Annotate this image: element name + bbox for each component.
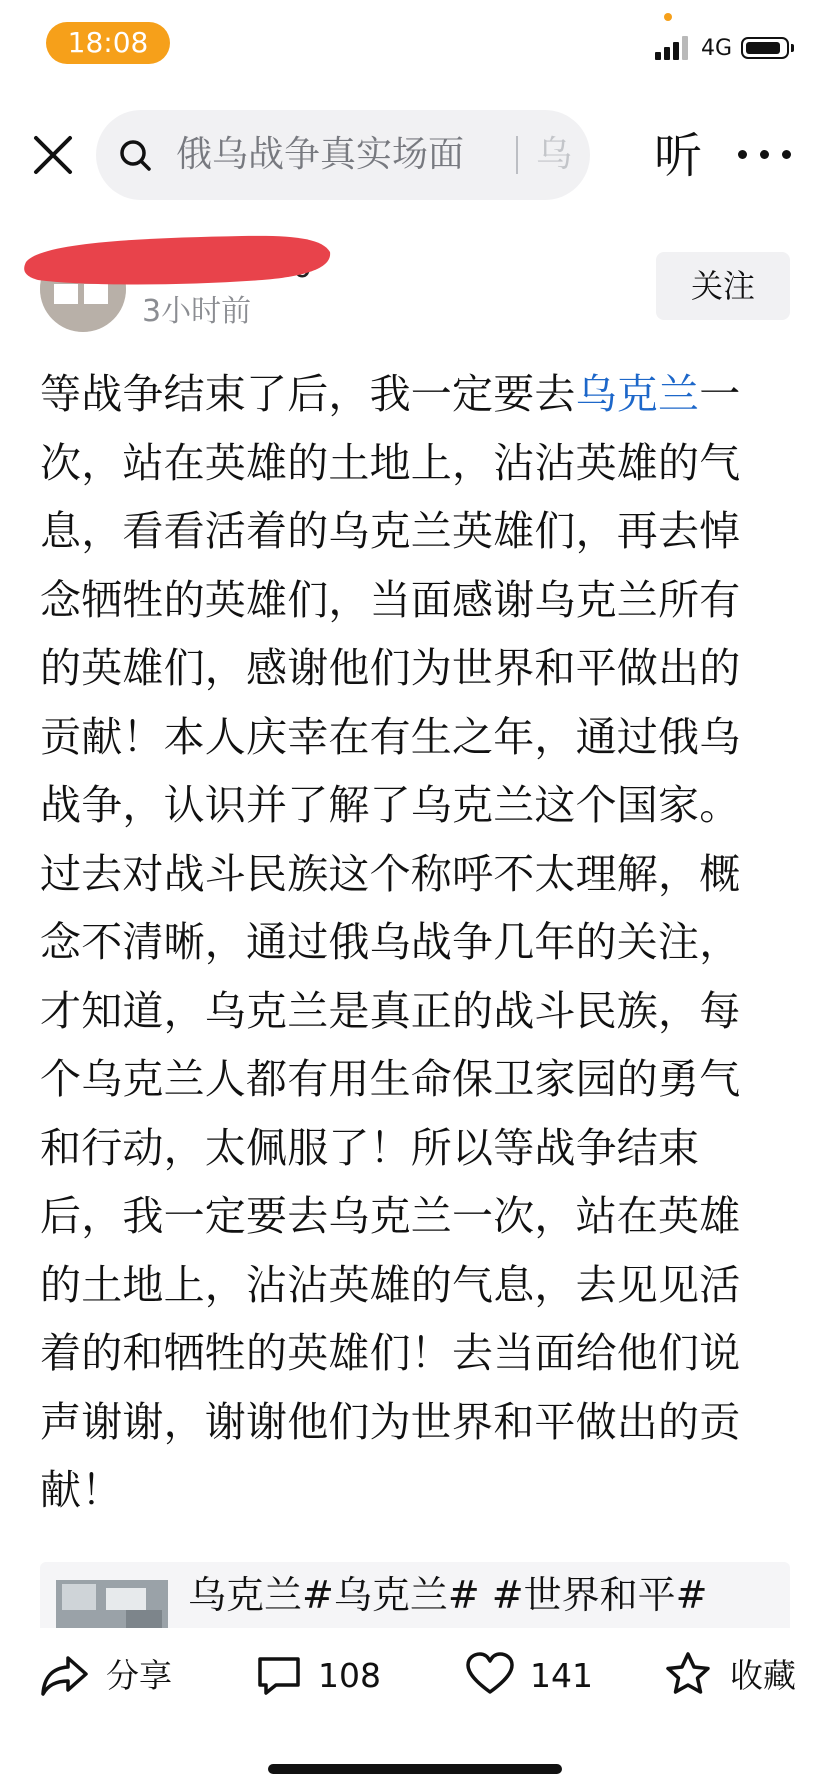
signal-icon	[655, 36, 689, 60]
post-line: 才知道，乌克兰是真正的战斗民族，每	[40, 986, 741, 1035]
post-line: 后，我一定要去乌克兰一次，站在英雄	[40, 1192, 741, 1240]
topic-hashtags[interactable]: 乌克兰#乌克兰# #世界和平#	[188, 1573, 708, 1617]
close-icon[interactable]	[30, 132, 76, 178]
battery-tip	[791, 44, 794, 52]
post-line: 声谢谢，谢谢他们为世界和平做出的贡	[40, 1397, 741, 1446]
topic-card[interactable]	[40, 1562, 790, 1628]
battery-icon	[741, 37, 789, 59]
post-line: 次，站在英雄的土地上，沾沾英雄的气	[40, 438, 741, 487]
home-indicator[interactable]	[268, 1764, 562, 1774]
post-line: 战争，认识并了解了乌克兰这个国家。	[40, 781, 741, 829]
search-suggestion-overflow: 乌	[536, 134, 573, 175]
post-body	[40, 360, 758, 1525]
recording-indicator	[664, 13, 672, 21]
ukraine-link[interactable]: 乌克兰	[575, 370, 700, 418]
network-type: 4G	[701, 36, 733, 61]
post-text: 等战争结束了后，我一定要去	[40, 370, 576, 418]
listen-button[interactable]: 听	[654, 128, 703, 184]
comment-icon[interactable]	[256, 1654, 302, 1696]
share-button[interactable]: 分享	[106, 1656, 172, 1695]
more-dots-icon[interactable]	[738, 150, 798, 162]
status-time: 18:08	[46, 22, 170, 64]
star-icon[interactable]	[664, 1650, 712, 1698]
search-divider	[516, 136, 518, 174]
post-line: 个乌克兰人都有用生命保卫家园的勇气	[40, 1055, 741, 1103]
battery-level	[746, 42, 780, 54]
topic-thumbnail	[56, 1580, 168, 1628]
post-line: 过去对战斗民族这个称呼不太理解，概	[40, 849, 741, 898]
search-icon	[118, 138, 152, 172]
share-icon[interactable]	[40, 1652, 90, 1698]
search-box[interactable]	[96, 110, 590, 200]
favorite-button[interactable]: 收藏	[730, 1656, 796, 1695]
post-line: 的英雄们，感谢他们为世界和平做出的	[40, 644, 741, 692]
redaction-mark	[22, 232, 334, 288]
post-line: 贡献！本人庆幸在有生之年，通过俄乌	[40, 712, 741, 761]
post-line: 念牺牲的英雄们，当面感谢乌克兰所有	[40, 575, 741, 624]
follow-button[interactable]: 关注	[656, 252, 790, 320]
heart-icon[interactable]	[466, 1652, 514, 1696]
post-time: 3小时前	[142, 294, 252, 329]
search-input[interactable]: 俄乌战争真实场面	[176, 134, 465, 175]
post-text: 一	[699, 370, 741, 418]
post-line: 和行动，太佩服了！所以等战争结束	[40, 1123, 700, 1172]
post-line: 着的和牺牲的英雄们！去当面给他们说	[40, 1329, 741, 1377]
post-line: 献！	[40, 1466, 123, 1514]
post-line: 息，看看活着的乌克兰英雄们，再去悼	[40, 507, 741, 555]
post-line: 的土地上，沾沾英雄的气息，去见见活	[40, 1260, 741, 1309]
post-line	[40, 360, 758, 429]
like-count[interactable]: 141	[530, 1656, 593, 1695]
comment-count[interactable]: 108	[318, 1656, 381, 1695]
post-line: 念不清晰，通过俄乌战争几年的关注，	[40, 918, 741, 966]
